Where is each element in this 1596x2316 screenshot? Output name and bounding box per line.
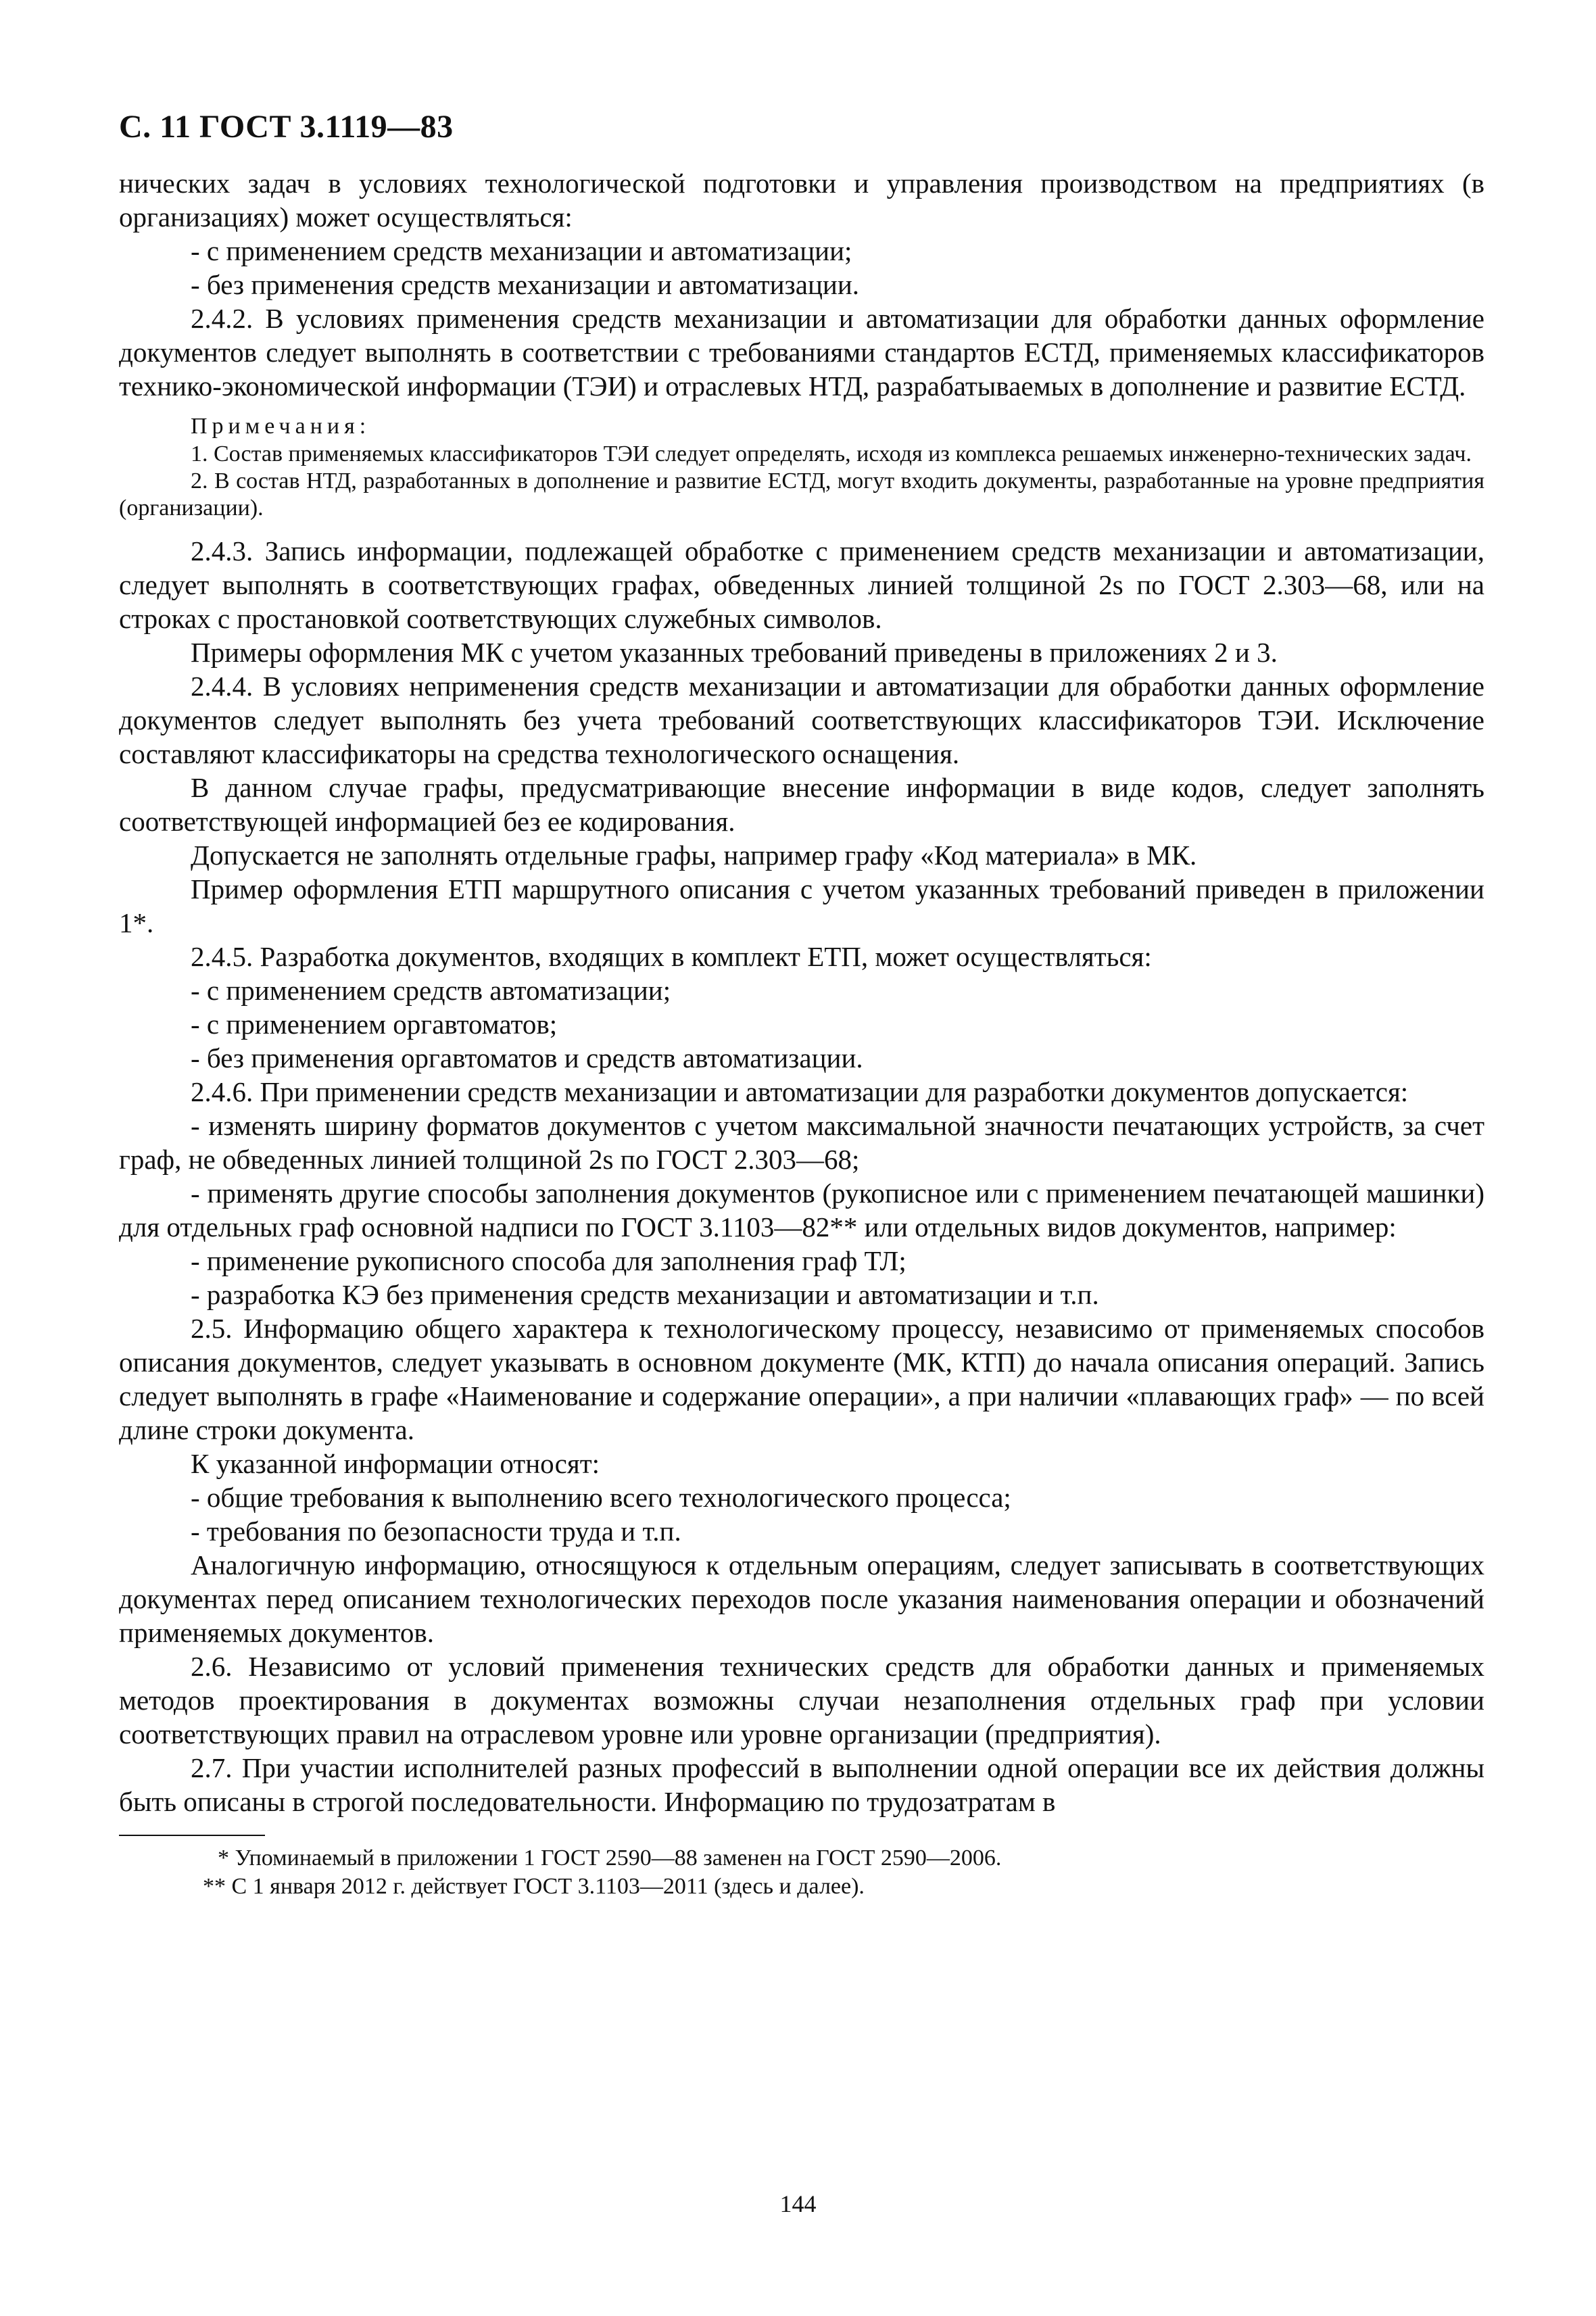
- paragraph-2-4-4: 2.4.4. В условиях неприменения средств механизации и автоматизации для обработки данных оформление документов следует выполнять без учета требований соответствующих классификаторов ТЭИ. Исключение составляют классификаторы на средства технологического оснащения.: [119, 671, 1484, 769]
- footnote: * Упоминаемый в приложении 1 ГОСТ 2590—88 заменен на ГОСТ 2590—2006.: [218, 1845, 1002, 1871]
- notes-title: Примечания:: [191, 414, 371, 439]
- paragraph: Примеры оформления МК с учетом указанных требований приведены в приложениях 2 и 3.: [191, 637, 1278, 668]
- footnote-divider: [119, 1835, 265, 1836]
- paragraph-2-4-6: 2.4.6. При применении средств механизации и автоматизации для разработки документов допускается:: [191, 1076, 1409, 1107]
- paragraph: нических задач в условиях технологической подготовки и управления производством на предприятиях (в организациях) может осуществляться:: [119, 168, 1484, 233]
- list-item: - изменять ширину форматов документов с учетом максимальной значности печатающих устройств, за счет граф, не обведенных линией толщиной 2s по ГОСТ 2.303—68;: [119, 1110, 1484, 1175]
- paragraph-2-7: 2.7. При участии исполнителей разных профессий в выполнении одной операции все их действия должны быть описаны в строгой последовательности. Информацию по трудозатратам в: [119, 1752, 1484, 1817]
- list-item: - требования по безопасности труда и т.п.: [191, 1516, 681, 1547]
- list-item: - с применением оргавтоматов;: [191, 1009, 558, 1040]
- list-item: - без применения оргавтоматов и средств автоматизации.: [191, 1042, 863, 1073]
- list-item: - разработка КЭ без применения средств механизации и автоматизации и т.п.: [191, 1279, 1099, 1310]
- note-item: 1. Состав применяемых классификаторов ТЭИ следует определять, исходя из комплекса решаемых инженерно-технических задач.: [191, 441, 1472, 466]
- list-item: - с применением средств механизации и автоматизации;: [191, 235, 852, 266]
- list-item: - с применением средств автоматизации;: [191, 975, 671, 1006]
- paragraph-2-6: 2.6. Независимо от условий применения технических средств для обработки данных и применяемых методов проектирования в документах возможны случаи незаполнения отдельных граф при условии соответствующих правил на отраслевом уровне или уровне организации (предприятия).: [119, 1651, 1484, 1750]
- paragraph: Допускается не заполнять отдельные графы, например графу «Код материала» в МК.: [191, 840, 1197, 871]
- notes-block: [119, 412, 1484, 522]
- paragraph-2-5: 2.5. Информацию общего характера к технологическому процессу, независимо от применяемых способов описания документов, следует указывать в основном документе (МК, КТП) до начала описания операций. Запись следует выполнять в графе «Наименование и содержание операции», а при наличии «плавающих граф» — по всей длине строки документа.: [119, 1313, 1484, 1445]
- list-item: - применение рукописного способа для заполнения граф ТЛ;: [191, 1245, 906, 1276]
- list-item: - общие требования к выполнению всего технологического процесса;: [191, 1482, 1011, 1513]
- note-item: 2. В состав НТД, разработанных в дополнение и развитие ЕСТД, могут входить документы, разработанные на уровне предприятия (организации).: [119, 468, 1484, 521]
- paragraph: Аналогичную информацию, относящуюся к отдельным операциям, следует записывать в соответствующих документах перед описанием технологических переходов после указания наименования операции и обозначений применяемых документов.: [119, 1549, 1484, 1648]
- paragraph-2-4-5: 2.4.5. Разработка документов, входящих в комплект ЕТП, может осуществляться:: [191, 941, 1152, 972]
- paragraph-2-4-2: 2.4.2. В условиях применения средств механизации и автоматизации для обработки данных оформление документов следует выполнять в соответствии с требованиями стандартов ЕСТД, применяемых классификаторов технико-экономической информации (ТЭИ) и отраслевых НТД, разрабатываемых в дополнение и развитие ЕСТД.: [119, 303, 1484, 402]
- footnote: ** С 1 января 2012 г. действует ГОСТ 3.1103—2011 (здесь и далее).: [203, 1874, 865, 1899]
- paragraph: К указанной информации относят:: [191, 1448, 600, 1479]
- list-item: - применять другие способы заполнения документов (рукописное или с применением печатающей машинки) для отдельных граф основной надписи по ГОСТ 3.1103—82** или отдельных видов документов, например:: [119, 1178, 1484, 1243]
- paragraph: В данном случае графы, предусматривающие внесение информации в виде кодов, следует заполнять соответствующей информацией без ее кодирования.: [119, 772, 1484, 837]
- paragraph-2-4-3: 2.4.3. Запись информации, подлежащей обработке с применением средств механизации и автоматизации, следует выполнять в соответствующих графах, обведенных линией толщиной 2s по ГОСТ 2.303—68, или на строках с простановкой соответствующих служебных символов.: [119, 535, 1484, 634]
- paragraph: Пример оформления ЕТП маршрутного описания с учетом указанных требований приведен в приложении 1*.: [119, 873, 1484, 938]
- page-number: 144: [779, 2190, 817, 2217]
- body-text: [119, 166, 1484, 1818]
- list-item: - без применения средств механизации и автоматизации.: [191, 269, 860, 300]
- document-page: [119, 108, 1484, 1901]
- page-header: С. 11 ГОСТ 3.1119—83: [119, 109, 454, 145]
